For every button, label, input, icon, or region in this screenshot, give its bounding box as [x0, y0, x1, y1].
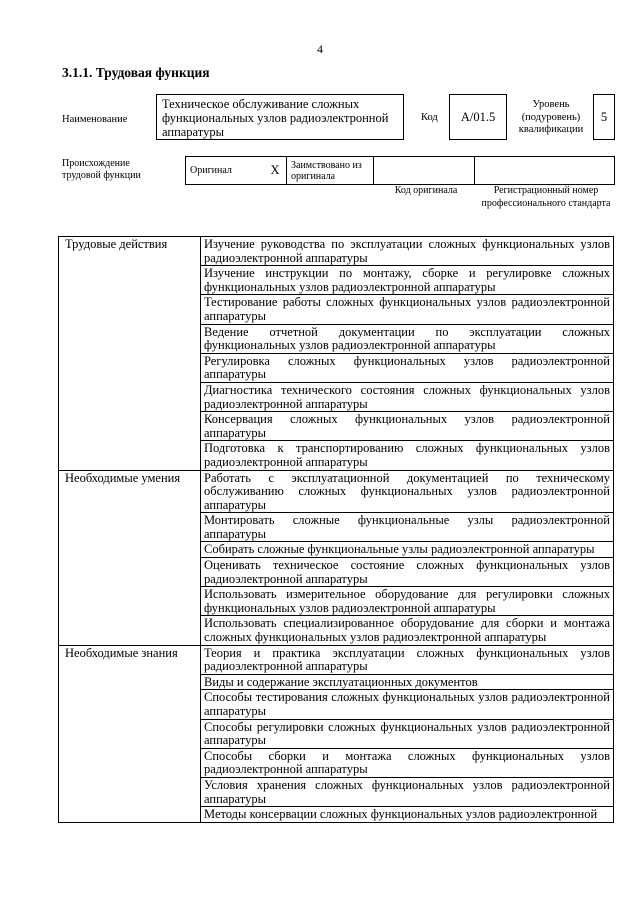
table-cell: Изучение руководства по эксплуатации сложных функциональных узлов радиоэлектронной аппаратуры — [201, 237, 614, 266]
section-title: 3.1.1. Трудовая функция — [62, 65, 210, 80]
qualification-level-label: Уровень (подуровень) квалификации — [518, 99, 584, 135]
table-row — [59, 645, 614, 674]
table-cell: Использовать специализированное оборудование для сборки и монтажа сложных функциональных узлов радиоэлектронной аппаратуры — [201, 616, 614, 645]
table-cell: Изучение инструкции по монтажу, сборке и регулировке сложных функциональных узлов радиоэлектронной аппаратуры — [201, 266, 614, 295]
original-code-caption: Код оригинала — [394, 185, 458, 196]
table-cell: Использовать измерительное оборудование для регулировки сложных функциональных узлов радиоэлектронной аппаратуры — [201, 587, 614, 616]
table-cell: Методы консервации сложных функциональных узлов радиоэлектронной — [201, 807, 614, 823]
table-cell: Способы сборки и монтажа сложных функциональных узлов радиоэлектронной аппаратуры — [201, 748, 614, 777]
function-name-value: Техническое обслуживание сложных функциональных узлов радиоэлектронной аппаратуры — [162, 97, 389, 139]
table-row — [59, 237, 614, 266]
function-name-box — [156, 94, 404, 140]
name-label: Наименование — [62, 114, 128, 125]
code-value: A/01.5 — [460, 109, 496, 124]
code-label: Код — [421, 112, 438, 123]
table-row — [59, 470, 614, 513]
table-cell: Консервация сложных функциональных узлов радиоэлектронной аппаратуры — [201, 412, 614, 441]
table-cell: Ведение отчетной документации по эксплуатации сложных функциональных узлов радиоэлектронной аппаратуры — [201, 324, 614, 353]
table-cell: Собирать сложные функциональные узлы радиоэлектронной аппаратуры — [201, 542, 614, 558]
table-cell: Способы тестирования сложных функциональных узлов радиоэлектронной аппаратуры — [201, 690, 614, 719]
reg-number-cell — [475, 157, 615, 185]
origin-table — [185, 156, 615, 185]
table-cell: Монтировать сложные функциональные узлы радиоэлектронной аппаратуры — [201, 513, 614, 542]
original-label: Оригинал — [186, 157, 265, 185]
code-box — [449, 94, 507, 140]
table-cell: Способы регулировки сложных функциональных узлов радиоэлектронной аппаратуры — [201, 719, 614, 748]
original-code-cell — [374, 157, 475, 185]
qualification-level-value: 5 — [600, 109, 608, 124]
table-cell: Подготовка к транспортированию сложных функциональных узлов радиоэлектронной аппаратуры — [201, 441, 614, 470]
table-cell: Работать с эксплуатационной документацией по техническому обслуживанию сложных функциональных узлов радиоэлектронной аппаратуры — [201, 470, 614, 513]
reg-number-caption: Регистрационный номер профессионального стандарта — [481, 185, 611, 209]
table-cell: Виды и содержание эксплуатационных документов — [201, 674, 614, 690]
table-cell: Диагностика технического состояния сложных функциональных узлов радиоэлектронной аппаратуры — [201, 382, 614, 411]
borrowed-label: Заимствовано из оригинала — [287, 157, 374, 185]
table-cell: Тестирование работы сложных функциональных узлов радиоэлектронной аппаратуры — [201, 295, 614, 324]
origin-label: Происхождение трудовой функции — [62, 158, 141, 181]
original-mark: X — [264, 157, 287, 185]
category-cell: Необходимые умения — [59, 470, 201, 645]
category-cell: Необходимые знания — [59, 645, 201, 822]
table-cell: Условия хранения сложных функциональных узлов радиоэлектронной аппаратуры — [201, 777, 614, 806]
qualification-level-box — [593, 94, 615, 140]
table-cell: Теория и практика эксплуатации сложных функциональных узлов радиоэлектронной аппаратуры — [201, 645, 614, 674]
labor-function-table — [58, 236, 614, 823]
table-cell: Оценивать техническое состояние сложных функциональных узлов радиоэлектронной аппаратуры — [201, 558, 614, 587]
page-number: 4 — [317, 42, 323, 56]
category-cell: Трудовые действия — [59, 237, 201, 471]
table-cell: Регулировка сложных функциональных узлов радиоэлектронной аппаратуры — [201, 353, 614, 382]
